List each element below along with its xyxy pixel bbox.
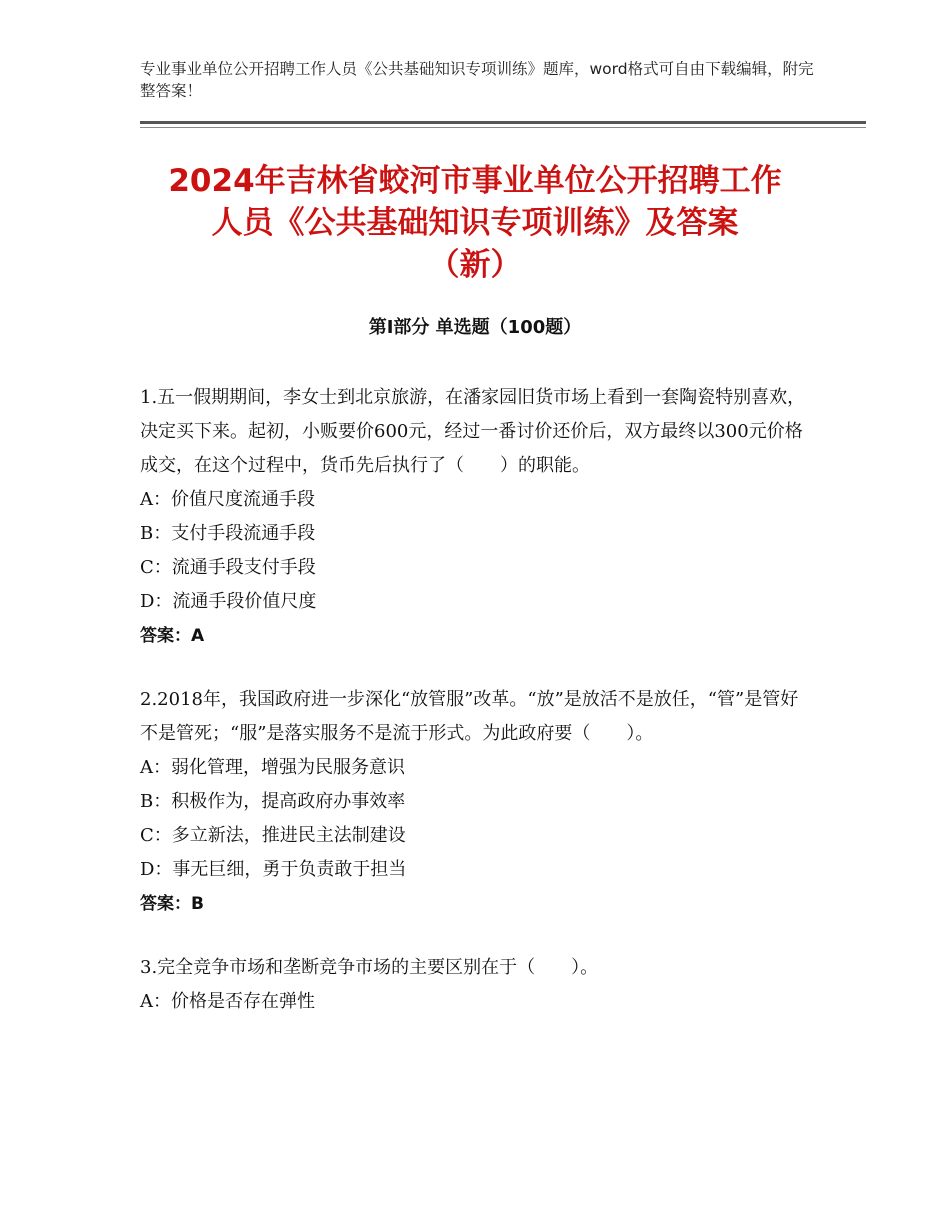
question-2 xyxy=(140,683,810,921)
question-3 xyxy=(140,951,810,1019)
section-heading: 第Ⅰ部分 单选题（100题） xyxy=(368,317,582,338)
option-c: C：多立新法，推进民主法制建设 xyxy=(140,825,406,846)
title-line-3: （新） xyxy=(428,247,522,283)
document-title xyxy=(120,160,830,286)
question-1 xyxy=(140,381,810,653)
option-d: D：流通手段价值尺度 xyxy=(140,591,317,612)
option-d: D：事无巨细，勇于负责敢于担当 xyxy=(140,859,407,880)
header-divider-thin xyxy=(140,127,866,128)
title-line-1: 2024年吉林省蛟河市事业单位公开招聘工作 xyxy=(168,163,782,199)
answer-label: 答案：B xyxy=(140,894,204,914)
option-c: C：流通手段支付手段 xyxy=(140,557,316,578)
option-b: B：积极作为，提高政府办事效率 xyxy=(140,791,406,812)
option-a: A：弱化管理，增强为民服务意识 xyxy=(140,757,405,778)
question-stem: 1.五一假期期间，李女士到北京旅游，在潘家园旧货市场上看到一套陶瓷特别喜欢，决定买下来。起初，小贩要价600元，经过一番讨价还价后，双方最终以300元价格成交，在这个过程中，货币先后执行了（ ）的职能。 xyxy=(140,387,806,476)
option-a: A：价值尺度流通手段 xyxy=(140,489,315,510)
header-note: 专业事业单位公开招聘工作人员《公共基础知识专项训练》题库，word格式可自由下载编辑，附完整答案！ xyxy=(140,60,814,100)
question-list xyxy=(140,381,810,1049)
option-a: A：价格是否存在弹性 xyxy=(140,991,315,1012)
answer-label: 答案：A xyxy=(140,626,205,646)
question-stem: 3.完全竞争市场和垄断竞争市场的主要区别在于（ ）。 xyxy=(140,957,599,978)
option-b: B：支付手段流通手段 xyxy=(140,523,316,544)
header-divider-thick xyxy=(140,121,866,124)
title-line-2: 人员《公共基础知识专项训练》及答案 xyxy=(211,205,739,241)
question-stem: 2.2018年，我国政府进一步深化“放管服”改革。“放”是放活不是放任，“管”是管好不是管死；“服”是落实服务不是流于形式。为此政府要（ ）。 xyxy=(140,689,799,744)
